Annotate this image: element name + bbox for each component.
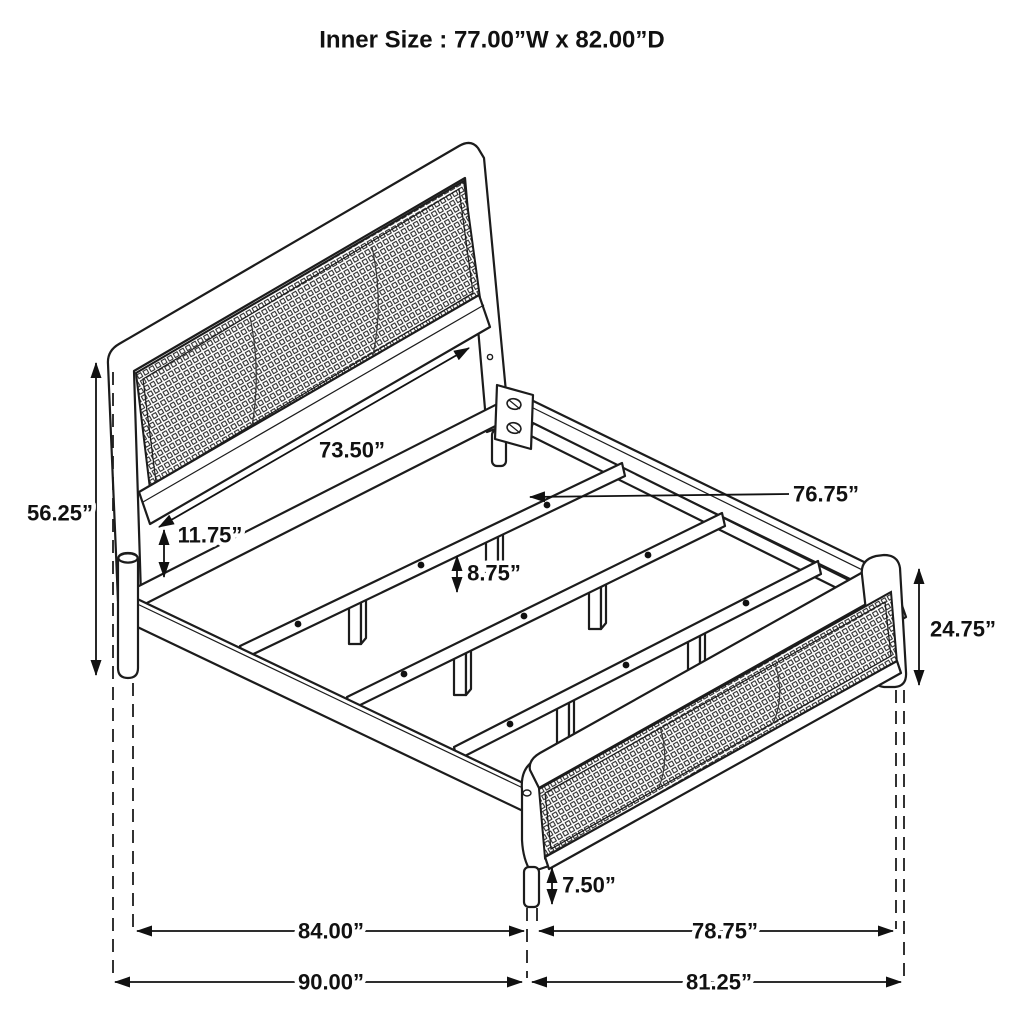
headboard-left-leg: [118, 553, 138, 678]
headboard: [108, 143, 509, 601]
dim-label-frame-inner-length: 84.00”: [297, 918, 365, 944]
slat-screw: [544, 502, 551, 509]
rail-mounting-bracket: [495, 385, 533, 449]
dim-label-slat-leg-height: 8.75”: [467, 560, 521, 586]
slat-1: [240, 463, 625, 659]
slat-screw: [645, 552, 652, 559]
slat-leg-side: [466, 650, 471, 695]
dim-label-footboard-leg-height: 7.50”: [562, 872, 616, 898]
dim-label-frame-outer-length: 90.00”: [297, 969, 365, 995]
diagram-title: Inner Size : 77.00”W x 82.00”D: [319, 26, 665, 54]
slat-screw: [521, 613, 528, 620]
slat-screw: [623, 662, 630, 669]
dim-label-footboard-inner-width: 78.75”: [691, 918, 759, 944]
slat-bar: [240, 463, 625, 659]
slat-screw: [401, 671, 408, 678]
slat-screw: [743, 600, 750, 607]
footboard-left-leg: [524, 867, 539, 907]
footboard: [522, 555, 906, 907]
dim-label-footboard-outer-width: 81.25”: [685, 969, 753, 995]
slat-screw: [507, 721, 514, 728]
dim-label-footboard-height: 24.75”: [929, 616, 997, 642]
dim-label-headboard-panel-width: 73.50”: [318, 437, 386, 463]
dim-label-rail-gap: 11.75”: [177, 522, 243, 548]
slat-screw: [295, 621, 302, 628]
deck-left-rail: [129, 595, 544, 821]
slat-leg: [589, 587, 601, 629]
dim-label-headboard-height: 56.25”: [26, 500, 94, 526]
dim-label-slat-length: 76.75”: [792, 481, 860, 507]
slat-leg-side: [361, 599, 366, 644]
slat-screw: [418, 562, 425, 569]
slat-leg-side: [601, 584, 606, 629]
